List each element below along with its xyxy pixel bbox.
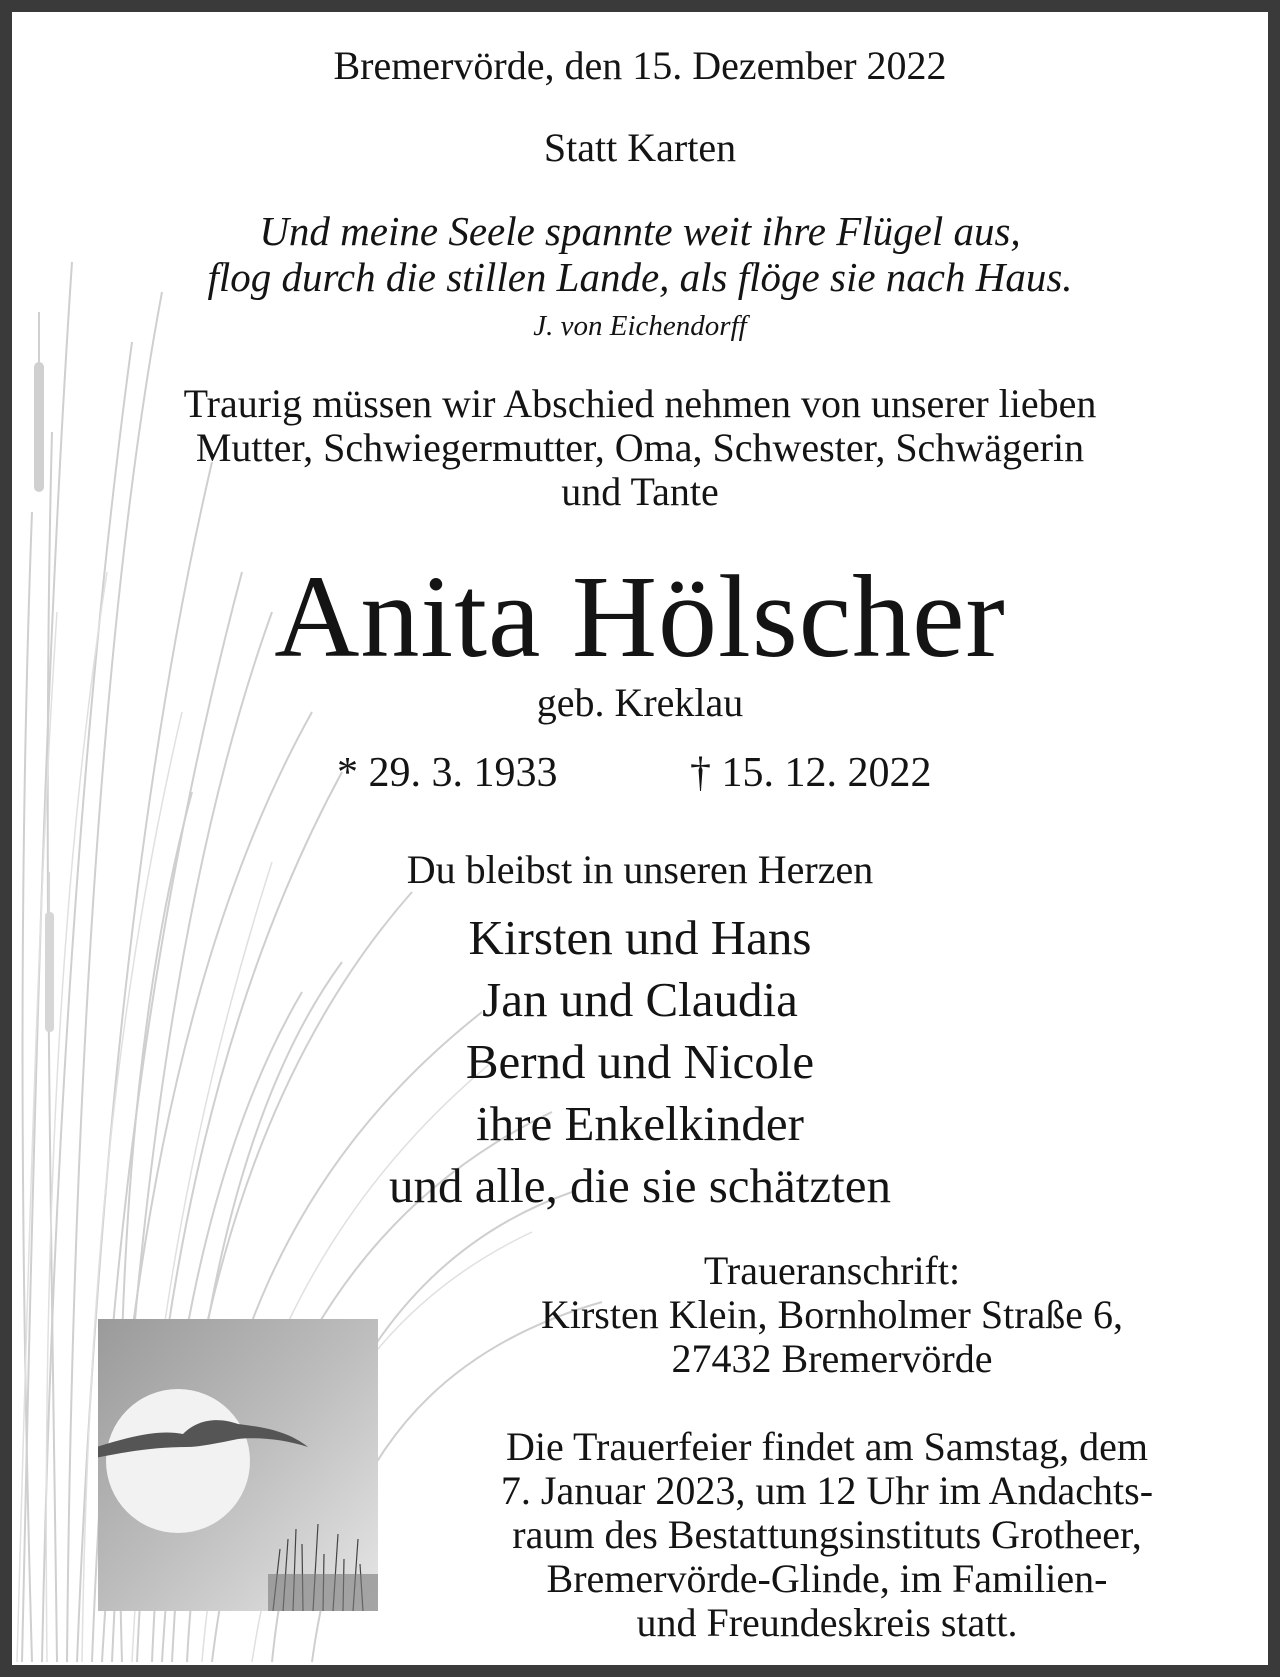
mourning-address bbox=[452, 1249, 1212, 1381]
address-line: 27432 Bremervörde bbox=[671, 1336, 993, 1381]
obituary-text bbox=[12, 12, 1268, 1665]
intro-text bbox=[12, 382, 1268, 514]
address-line: Traueranschrift: bbox=[703, 1248, 961, 1293]
death-date: † 15. 12. 2022 bbox=[690, 750, 932, 796]
funeral-line: Bremervörde-Glinde, im Familien- bbox=[546, 1556, 1108, 1601]
poem-line: flog durch die stillen Lande, als flöge sie nach Haus. bbox=[207, 254, 1073, 300]
obituary-card bbox=[12, 12, 1268, 1665]
birth-date: * 29. 3. 1933 bbox=[337, 750, 558, 796]
intro-line: Mutter, Schwiegermutter, Oma, Schwester, Schwägerin bbox=[195, 425, 1085, 470]
place-date: Bremervörde, den 15. Dezember 2022 bbox=[333, 43, 947, 88]
poem-author: J. von Eichendorff bbox=[533, 310, 747, 342]
poem-line: Und meine Seele spannte weit ihre Flügel aus, bbox=[259, 208, 1021, 254]
intro-line: und Tante bbox=[561, 469, 719, 514]
deceased-name: Anita Hölscher bbox=[274, 551, 1006, 682]
funeral-line: 7. Januar 2023, um 12 Uhr im Andachts- bbox=[500, 1468, 1154, 1513]
funeral-line: raum des Bestattungsinstituts Grotheer, bbox=[512, 1512, 1142, 1557]
funeral-line: und Freundeskreis statt. bbox=[636, 1600, 1018, 1645]
family-list bbox=[12, 907, 1268, 1217]
funeral-notice bbox=[432, 1425, 1222, 1645]
family-member: und alle, die sie schätzten bbox=[388, 1158, 892, 1213]
poem-quote bbox=[12, 208, 1268, 300]
statt-karten: Statt Karten bbox=[543, 125, 737, 170]
family-member: Jan und Claudia bbox=[482, 972, 798, 1027]
family-member: Bernd und Nicole bbox=[465, 1034, 815, 1089]
farewell-line: Du bleibst in unseren Herzen bbox=[406, 847, 874, 892]
funeral-line: Die Trauerfeier findet am Samstag, dem bbox=[505, 1424, 1149, 1469]
address-line: Kirsten Klein, Bornholmer Straße 6, bbox=[540, 1292, 1124, 1337]
intro-line: Traurig müssen wir Abschied nehmen von unserer lieben bbox=[183, 381, 1097, 426]
family-member: ihre Enkelkinder bbox=[476, 1096, 804, 1151]
family-member: Kirsten und Hans bbox=[468, 910, 812, 965]
maiden-name: geb. Kreklau bbox=[536, 680, 744, 725]
